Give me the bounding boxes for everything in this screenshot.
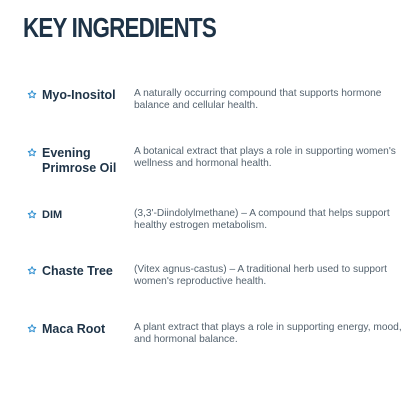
ingredient-name — [27, 322, 127, 337]
ingredient-description: (3,3'-Diindolylmethane) – A compound that helps support healthy estrogen metabolism. — [134, 208, 390, 231]
page-title: KEY INGREDIENTS — [23, 12, 216, 43]
flower-outline-icon — [27, 266, 37, 276]
ingredient-description: A plant extract that plays a role in supporting energy, mood, and hormonal balance. — [134, 322, 402, 345]
ingredient-name — [27, 146, 127, 176]
flower-outline-icon — [27, 324, 37, 334]
ingredient-name-text: DIM — [42, 209, 63, 221]
ingredient-name — [27, 88, 127, 103]
ingredient-name-text: Evening Primrose Oil — [42, 146, 117, 175]
ingredient-name-text: Maca Root — [42, 322, 106, 336]
ingredient-description: (Vitex agnus-castus) – A traditional herb used to support women's reproductive health. — [134, 264, 387, 287]
ingredient-name-text: Chaste Tree — [42, 264, 113, 278]
ingredient-description: A naturally occurring compound that supports hormone balance and cellular health. — [134, 88, 382, 111]
flower-outline-icon — [27, 210, 37, 220]
ingredient-name — [27, 208, 127, 223]
flower-outline-icon — [27, 90, 37, 100]
ingredient-name — [27, 264, 127, 279]
ingredient-name-text: Myo-Inositol — [42, 88, 116, 102]
flower-outline-icon — [27, 148, 37, 158]
ingredient-description: A botanical extract that plays a role in supporting women's wellness and hormonal health. — [134, 146, 396, 169]
